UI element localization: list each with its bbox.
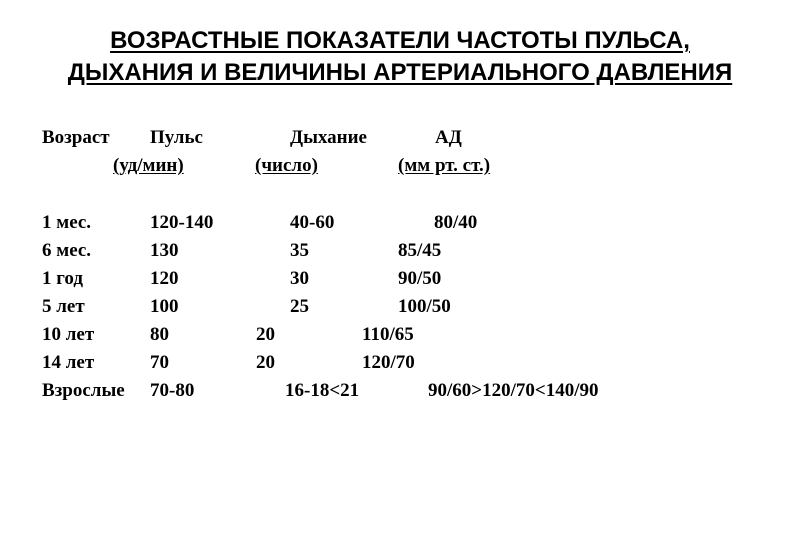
row-bp: 90/60>120/70<140/90 bbox=[428, 380, 599, 401]
unit-pulse: (уд/мин) bbox=[113, 155, 184, 176]
header-bp: АД bbox=[435, 127, 462, 148]
row-age: 14 лет bbox=[42, 352, 95, 373]
row-pulse: 70 bbox=[150, 352, 169, 373]
row-bp: 110/65 bbox=[362, 324, 414, 345]
row-age: Взрослые bbox=[42, 380, 125, 401]
unit-bp: (мм рт. ст.) bbox=[398, 155, 491, 176]
header-pulse: Пульс bbox=[150, 127, 203, 148]
row-breath: 16-18<21 bbox=[285, 380, 360, 401]
row-breath: 25 bbox=[290, 296, 309, 317]
row-age: 10 лет bbox=[42, 324, 95, 345]
row-pulse: 100 bbox=[150, 296, 179, 317]
row-age: 1 мес. bbox=[42, 212, 92, 233]
row-bp: 90/50 bbox=[398, 268, 442, 289]
row-breath: 20 bbox=[256, 324, 275, 345]
row-age: 1 год bbox=[42, 268, 83, 289]
row-bp: 120/70 bbox=[362, 352, 415, 373]
row-breath: 40-60 bbox=[290, 212, 335, 233]
row-breath: 30 bbox=[290, 268, 309, 289]
row-bp: 100/50 bbox=[398, 296, 451, 317]
unit-breath: (число) bbox=[255, 155, 318, 176]
row-age: 5 лет bbox=[42, 296, 85, 317]
row-pulse: 120 bbox=[150, 268, 179, 289]
row-bp: 80/40 bbox=[434, 212, 478, 233]
header-breath: Дыхание bbox=[290, 127, 367, 148]
row-age: 6 мес. bbox=[42, 240, 92, 261]
title-line-2: ДЫХАНИЯ И ВЕЛИЧИНЫ АРТЕРИАЛЬНОГО ДАВЛЕНИЯ bbox=[67, 59, 733, 86]
header-age: Возраст bbox=[42, 127, 110, 148]
row-pulse: 70-80 bbox=[150, 380, 195, 401]
row-breath: 20 bbox=[256, 352, 275, 373]
row-bp: 85/45 bbox=[398, 240, 442, 261]
row-breath: 35 bbox=[290, 240, 309, 261]
row-pulse: 80 bbox=[150, 324, 169, 345]
row-pulse: 120-140 bbox=[150, 212, 214, 233]
row-pulse: 130 bbox=[150, 240, 179, 261]
title-line-1: ВОЗРАСТНЫЕ ПОКАЗАТЕЛИ ЧАСТОТЫ ПУЛЬСА, bbox=[110, 27, 690, 54]
